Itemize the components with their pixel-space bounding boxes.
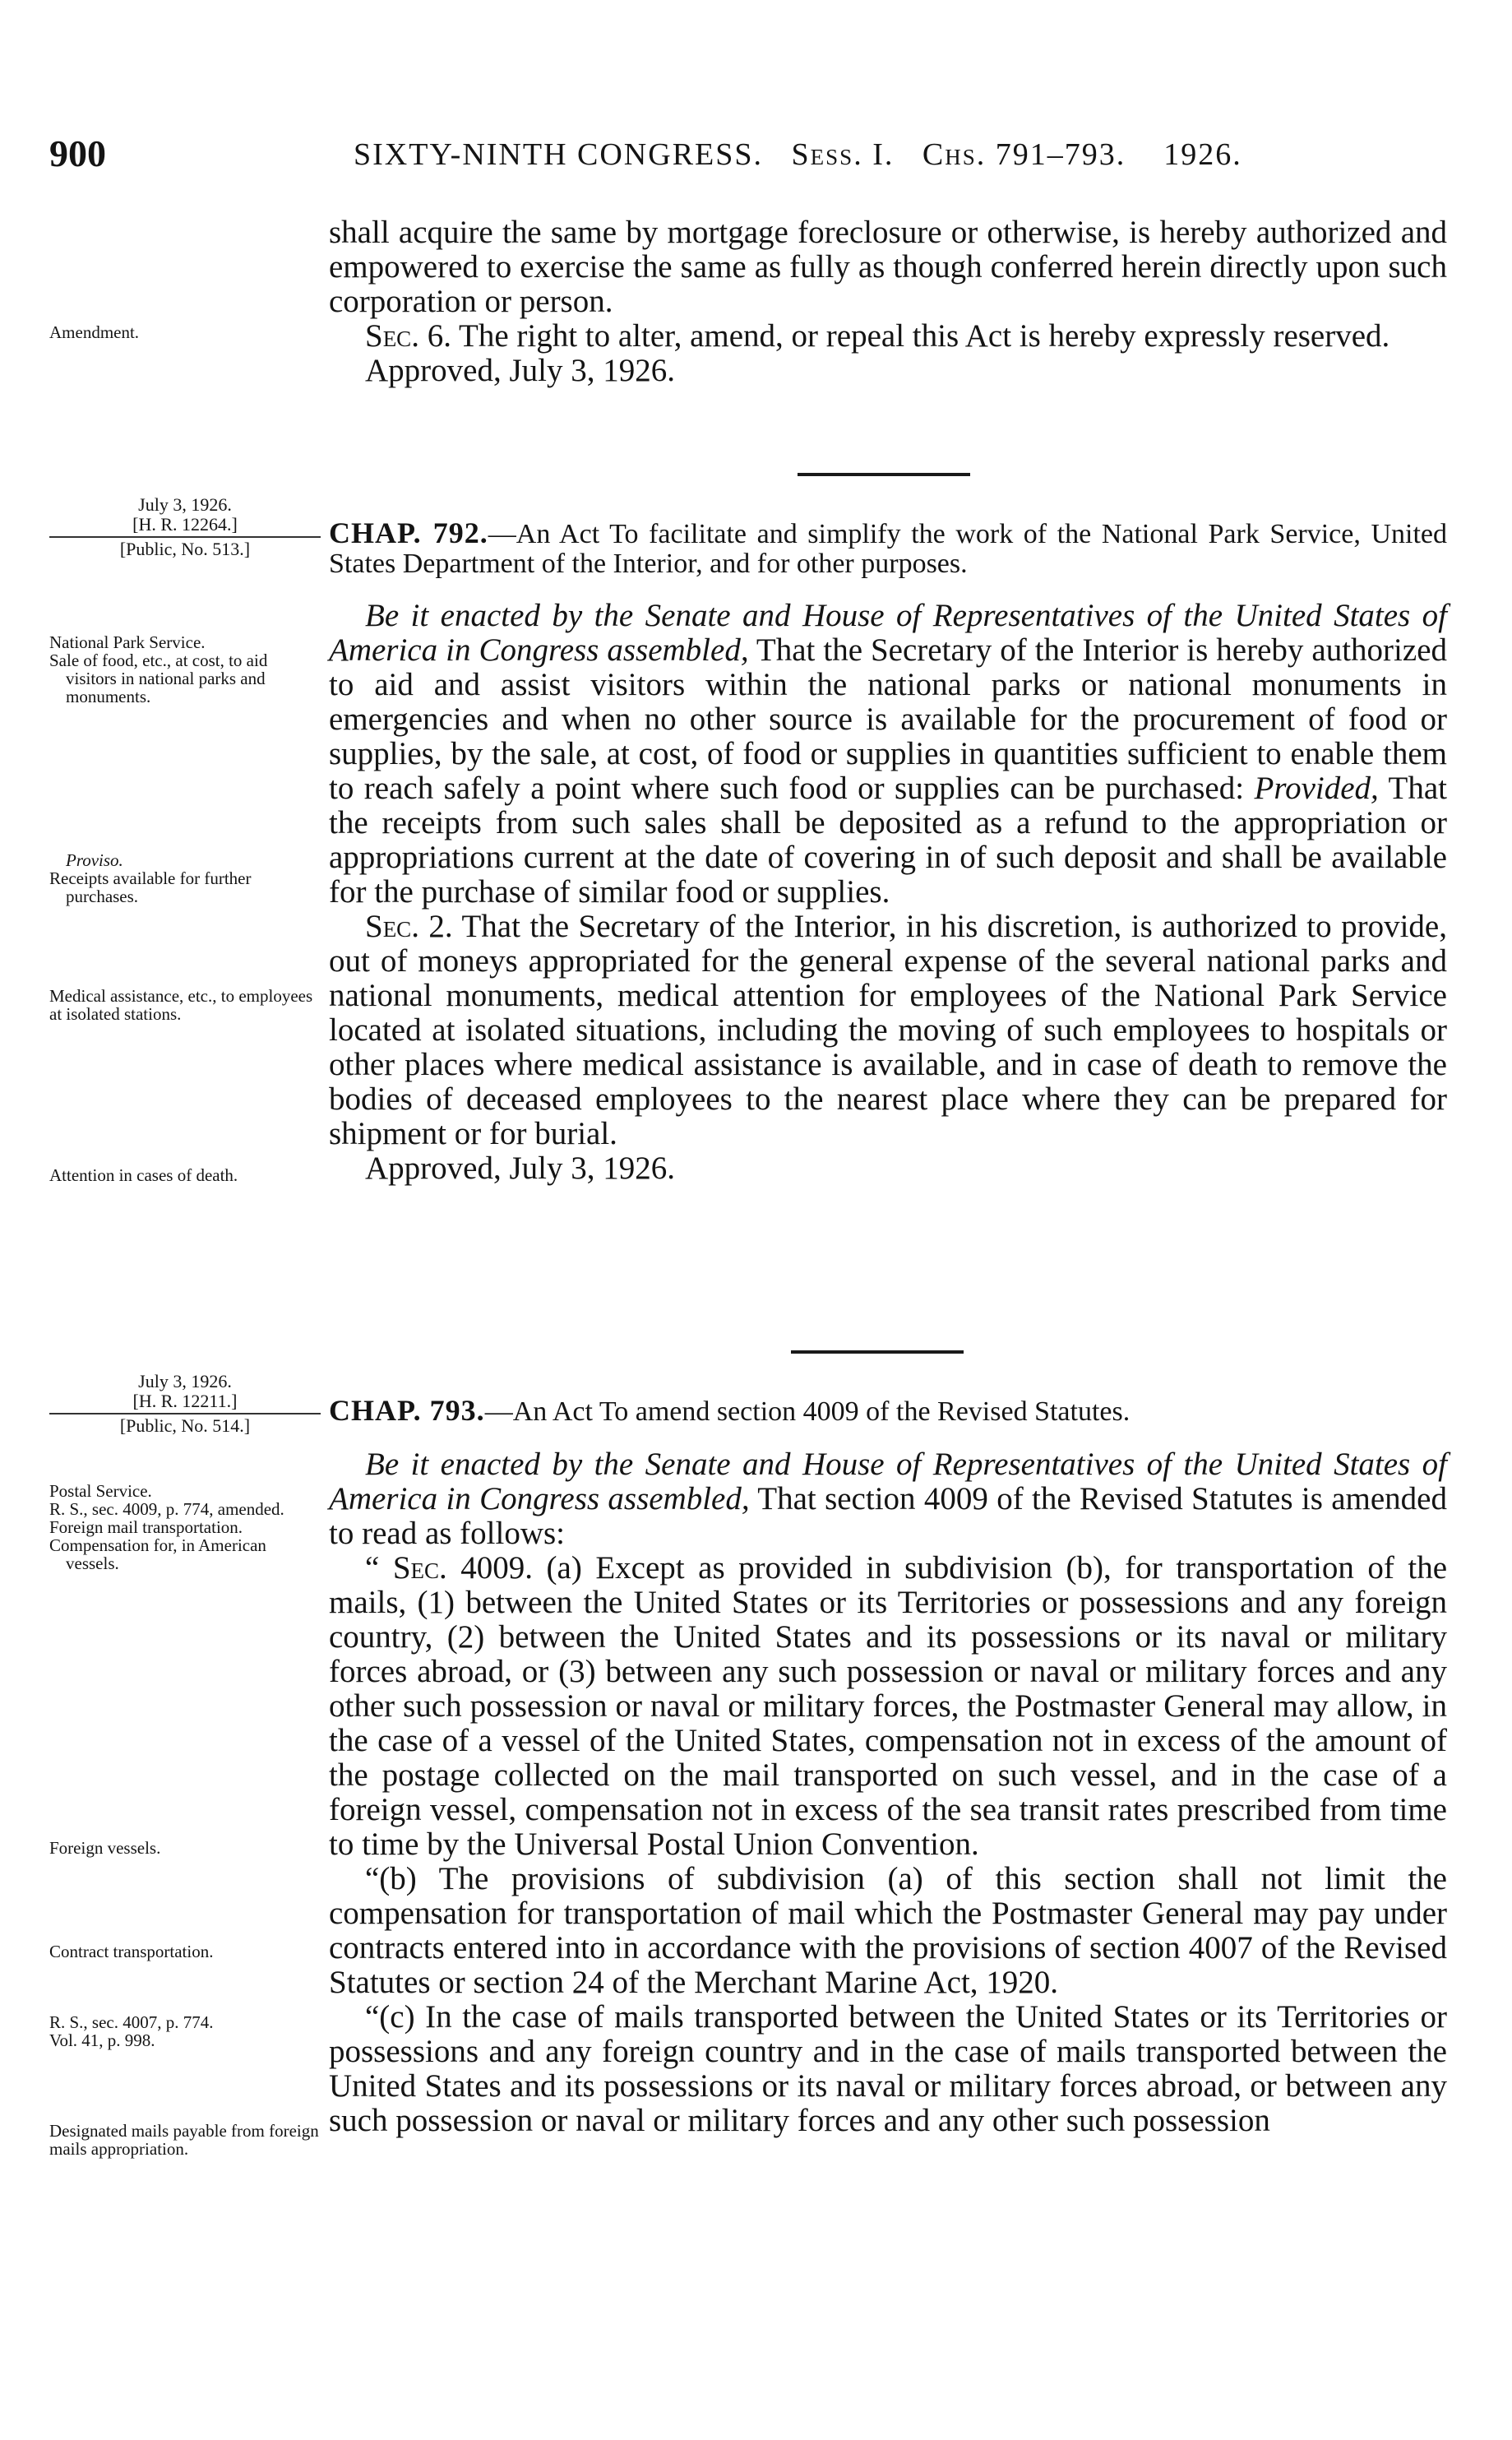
quote-open: “: [365, 1550, 393, 1586]
chap-793-label: CHAP. 793.: [329, 1394, 485, 1427]
chap-793-bill: [H. R. 12211.]: [132, 1391, 238, 1411]
margin-postal-title: Postal Service.: [49, 1481, 152, 1501]
margin-note-national-park-service: [49, 633, 321, 706]
chap-793-enacting-paragraph: [329, 1447, 1447, 1551]
approval-line: Approved, July 3, 1926.: [365, 353, 675, 388]
chap-792-public-law: [Public, No. 513.]: [119, 539, 251, 559]
chap-793-title: —An Act To amend section 4009 of the Revised Statutes.: [484, 1396, 1131, 1427]
running-title: [354, 137, 1242, 173]
section-4009-subdivision-c: “(c) In the case of mails transported between the United States or its Territories or possessions and any foreign country and in the case of mails transported between the United States and its possessions or its naval or military forces abroad, or between any such possession or naval or military forces and any other such possession: [329, 1999, 1447, 2138]
chap-792-proviso-text: That the receipts from such sales shall be deposited as a refund to the appropriation or appropriations current at the date of covering in of such deposit and shall be available for the purchase of similar food or supplies.: [329, 771, 1447, 910]
continuation-paragraph: shall acquire the same by mortgage foreclosure or otherwise, is hereby authorized and empowered to exercise the same as fully as though conferred herein directly upon such corporation or person.: [329, 215, 1447, 319]
margin-nps-sale: Sale of food, etc., at cost, to aid visitors in national parks and monuments.: [49, 651, 268, 706]
section-6-label: Sec.: [365, 318, 419, 354]
margin-proviso-title: Proviso.: [66, 850, 123, 870]
section-6-text: 6. The right to alter, amend, or repeal this Act is hereby expressly reserved.: [418, 318, 1390, 354]
margin-note-foreign-vessels: Foreign vessels.: [49, 1838, 161, 1858]
chap-792-label: CHAP. 792.: [329, 516, 488, 549]
session-label: Sess. I.: [791, 137, 895, 172]
enacting-clause: Be it enacted by the Senate and House of Representatives of the United States of America in Congress assembled,: [329, 598, 1447, 668]
margin-note-proviso: [49, 851, 321, 905]
chap-793-public-law: [Public, No. 514.]: [119, 1415, 251, 1436]
section-4009-text: 4009. (a) Except as provided in subdivision (b), for transportation of the mails, (1) between the United States or its Territories or possessions and any foreign country, (2) between the United States and its possessions or its naval or military forces abroad, or (3) between any such possession or naval or military forces and any other such possession or naval or military forces, the Postmaster General may allow, in the case of a vessel of the United States, compensation not in excess of the amount of the postage collected on the mail transported on such vessel, and in the case of a foreign vessel, compensation not in excess of the sea transit rates prescribed from time to time by the Universal Postal Union Convention.: [329, 1550, 1448, 1862]
chap-793-date: July 3, 1926.: [138, 1371, 232, 1391]
continuation-text: [329, 215, 1447, 388]
section-separator: [798, 473, 970, 476]
margin-note-rs-4007: [49, 2013, 321, 2049]
section-6-paragraph: [329, 319, 1447, 354]
congress-title: SIXTY-NINTH CONGRESS.: [354, 137, 764, 172]
chap-792-section-2: [329, 910, 1447, 1151]
chap-792-heading: [329, 518, 1447, 579]
margin-nps-title: National Park Service.: [49, 632, 206, 652]
section-2-text: 2. That the Secretary of the Interior, in his discretion, is authorized to provide, out of moneys appropriated for the general expense of the several national parks and national monuments, medical attention for employees of the National Park Service located at isolated situations, including the moving of such employees to hospitals or other places where medical assistance is available, and in case of death to remove the bodies of deceased employees to the nearest place where they can be prepared for shipment or for burial.: [329, 909, 1447, 1151]
side-rule: [49, 536, 321, 538]
margin-note-postal-service: [49, 1482, 321, 1572]
chap-792-bill: [H. R. 12264.]: [132, 514, 238, 535]
chap-793-heading: [329, 1396, 1447, 1427]
margin-rs-4007: R. S., sec. 4007, p. 774.: [49, 2012, 214, 2032]
side-rule: [49, 1413, 321, 1414]
chap-792-side-reference: [49, 495, 321, 559]
section-4009-subdivision-a: [329, 1551, 1447, 1862]
page-header: [49, 132, 1463, 181]
margin-note-designated-mails: Designated mails payable from foreign mails appropriation.: [49, 2121, 319, 2159]
section-separator: [791, 1350, 964, 1354]
margin-rs-4009: R. S., sec. 4009, p. 774, amended.: [49, 1499, 284, 1519]
margin-note-amendment: Amendment.: [49, 322, 140, 342]
header-year: 1926.: [1163, 137, 1242, 172]
margin-foreign-mail: Foreign mail transportation.: [49, 1517, 243, 1537]
chap-793-text: That section 4009 of the Revised Statutes is amended to read as follows:: [329, 1481, 1447, 1551]
chap-792-title: —An Act To facilitate and simplify the work of the National Park Service, United States Department of the Interior, and for other purposes.: [329, 519, 1447, 579]
chap-792-enacting-paragraph: [329, 599, 1447, 910]
margin-note-medical: Medical assistance, etc., to employees at isolated stations.: [49, 986, 313, 1024]
chap-793-body: [329, 1447, 1447, 2138]
margin-compensation: Compensation for, in American vessels.: [49, 1535, 266, 1573]
chapters-label: Chs. 791–793.: [922, 137, 1126, 172]
section-2-label: Sec.: [365, 909, 419, 944]
margin-note-death: Attention in cases of death.: [49, 1165, 238, 1185]
margin-vol-41: Vol. 41, p. 998.: [49, 2030, 155, 2050]
margin-receipts: Receipts available for further purchases.: [49, 868, 252, 906]
chap-792-text: That the Secretary of the Interior is hereby authorized to aid and assist visitors within the national parks or national monuments in emergencies and when no other source is available for the procurement of food or supplies, by the sale, at cost, of food or supplies in quantities sufficient to enable them to reach safely a point where such food or supplies can be purchased:: [329, 632, 1448, 806]
chap-793-side-reference: [49, 1372, 321, 1436]
enacting-clause: Be it enacted by the Senate and House of Representatives of the United States of America in Congress assembled,: [329, 1447, 1447, 1516]
chap-792-date: July 3, 1926.: [138, 494, 232, 515]
chap-792-body: [329, 599, 1447, 1186]
section-4009-subdivision-b: “(b) The provisions of subdivision (a) of this section shall not limit the compensation for transportation of mail which the Postmaster General may pay under contracts entered into in accordance with the provisions of section 4007 of the Revised Statutes or section 24 of the Merchant Marine Act, 1920.: [329, 1861, 1447, 2000]
section-4009-label: Sec.: [392, 1550, 447, 1586]
margin-note-contract: Contract transportation.: [49, 1942, 214, 1961]
page-number: 900: [49, 132, 106, 174]
chap-792-approval: Approved, July 3, 1926.: [365, 1151, 675, 1186]
proviso-word: Provided,: [1254, 771, 1379, 806]
